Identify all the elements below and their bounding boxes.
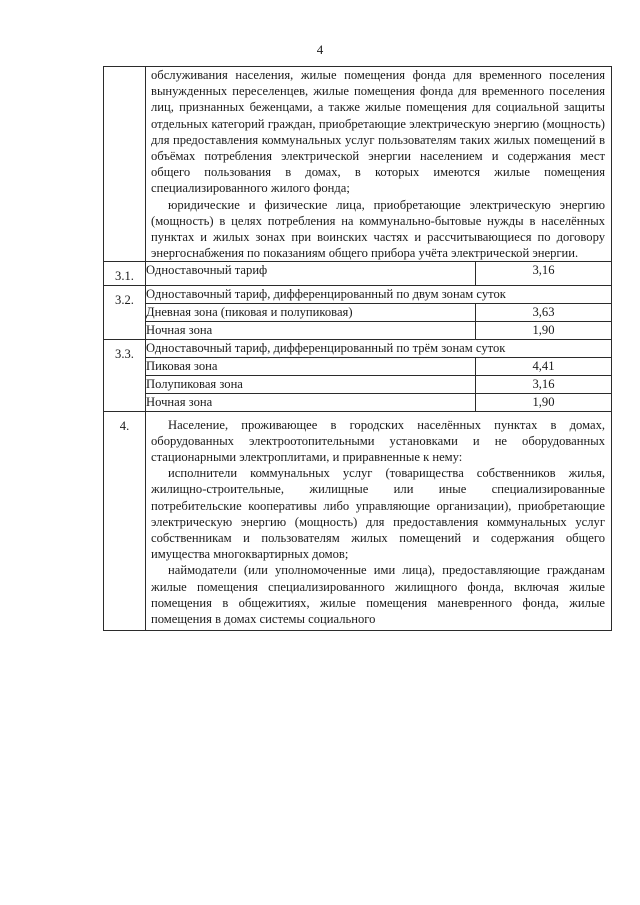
table-row-3-1 <box>104 262 612 285</box>
tariff-table <box>103 66 612 631</box>
zone-value: 1,90 <box>476 393 612 411</box>
zone-value: 3,16 <box>476 375 612 393</box>
table-row-3-2 <box>104 285 612 303</box>
zone-label: Полупиковая зона <box>146 375 476 393</box>
table-row-zone <box>104 321 612 339</box>
row-number: 3.1. <box>104 262 146 285</box>
tariff-label: Одноставочный тариф, дифференцированный по двум зонам суток <box>146 285 612 303</box>
tariff-label: Одноставочный тариф, дифференцированный по трём зонам суток <box>146 339 612 357</box>
table-row-zone <box>104 375 612 393</box>
table-row-zone <box>104 393 612 411</box>
row-number: 3.3. <box>104 339 146 411</box>
table-row-3-continuation <box>104 67 612 262</box>
table-row-3-3 <box>104 339 612 357</box>
row-number: 4. <box>104 411 146 631</box>
table-row-4 <box>104 411 612 631</box>
paragraph: наймодатели (или уполномоченные ими лица), предоставляющие гражданам жилые помещения специализированного жилищного фонда, включая жилые помещения в общежитиях, жилые помещения маневренного фонда, жилые помещения в домах системы социального <box>151 563 606 627</box>
paragraph: Население, проживающее в городских населённых пунктах в домах, оборудованных электроотопительными установками и не оборудованных стационарными электроплитами, и приравненные к нему: <box>151 417 606 465</box>
table-row-zone <box>104 357 612 375</box>
zone-label: Ночная зона <box>146 321 476 339</box>
zone-label: Ночная зона <box>146 393 476 411</box>
paragraph: обслуживания населения, жилые помещения фонда для временного поселения вынужденных переселенцев, жилые помещения фонда для временного поселения лиц, признанных беженцами, а также жилые помещения для социальной защиты отдельных категорий граждан, приобретающие электрическую энергию (мощность) для предоставления коммунальных услуг пользователям таких жилых помещений в объёмах потребления электрической энергии населением и содержания мест общего пользования в домах, в которых имеются жилые помещения специализированного жилого фонда; <box>151 68 606 196</box>
paragraph: юридические и физические лица, приобретающие электрическую энергию (мощность) в целях потребления на коммунально-бытовые нужды в населённых пунктах и жилых зонах при воинских частях и рассчитывающиеся по договору энергоснабжения по показаниям общего прибора учёта электрической энергии. <box>151 197 606 261</box>
zone-value: 1,90 <box>476 321 612 339</box>
row-number-empty <box>104 67 146 262</box>
tariff-label: Одноставочный тариф <box>146 262 476 285</box>
zone-value: 4,41 <box>476 357 612 375</box>
row-4-description <box>146 411 612 631</box>
row-number: 3.2. <box>104 285 146 339</box>
row-3-description <box>146 67 612 262</box>
zone-value: 3,63 <box>476 303 612 321</box>
page-number: 4 <box>316 42 324 57</box>
zone-label: Дневная зона (пиковая и полупиковая) <box>146 303 476 321</box>
zone-label: Пиковая зона <box>146 357 476 375</box>
tariff-value: 3,16 <box>476 262 612 285</box>
paragraph: исполнители коммунальных услуг (товарищества собственников жилья, жилищно-строительные, жилищные или иные специализированные потребительские кооперативы либо управляющие организации), приобретающие электрическую энергию (мощность) для предоставления коммунальных услуг собственникам и пользователям жилых помещений и содержания общего имущества многоквартирных домов; <box>151 466 606 562</box>
table-row-zone <box>104 303 612 321</box>
